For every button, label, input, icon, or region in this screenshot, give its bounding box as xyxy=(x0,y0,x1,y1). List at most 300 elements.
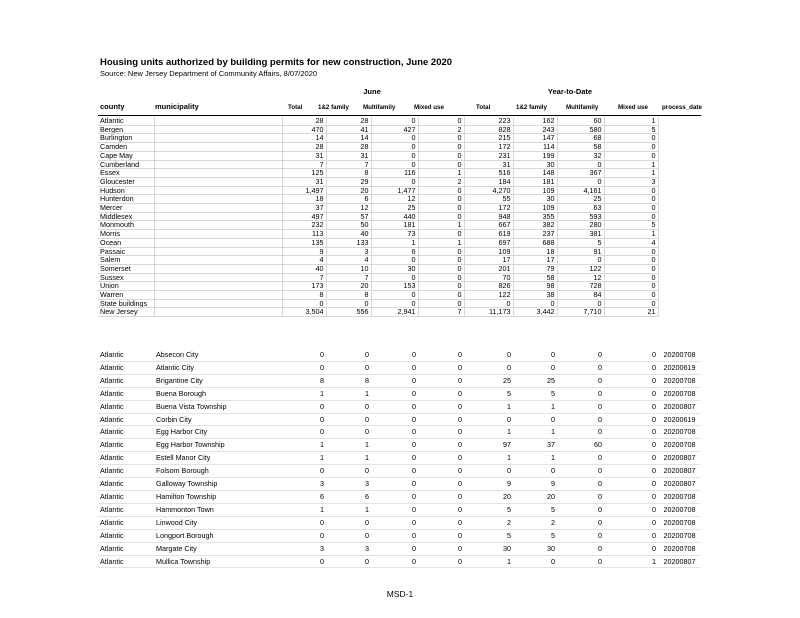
county-row xyxy=(98,212,658,221)
municipality-row xyxy=(98,349,701,361)
value-cell: 6 xyxy=(282,490,326,503)
value-cell: 0 xyxy=(418,282,464,291)
county-summary-table xyxy=(98,117,659,317)
county-row xyxy=(98,230,658,239)
value-cell: 0 xyxy=(371,291,418,300)
value-cell: 0 xyxy=(604,465,658,478)
value-cell: 0 xyxy=(513,465,557,478)
value-cell: 0 xyxy=(604,490,658,503)
value-cell: 60 xyxy=(557,117,604,125)
value-cell: 0 xyxy=(326,361,371,374)
municipality-cell xyxy=(154,221,282,230)
value-cell: 1 xyxy=(418,238,464,247)
value-cell: 1 xyxy=(282,387,326,400)
municipality-cell: Estell Manor City xyxy=(154,452,282,465)
value-cell: 0 xyxy=(282,465,326,478)
value-cell: 0 xyxy=(418,413,464,426)
value-cell: 25 xyxy=(371,204,418,213)
value-cell: 8 xyxy=(282,291,326,300)
county-cell: Morris xyxy=(98,230,154,239)
value-cell: 20 xyxy=(513,490,557,503)
value-cell: 28 xyxy=(282,117,326,125)
value-cell: 0 xyxy=(282,529,326,542)
value-cell: 2,941 xyxy=(371,308,418,317)
municipality-cell xyxy=(154,273,282,282)
value-cell: 199 xyxy=(513,151,557,160)
municipality-cell xyxy=(154,177,282,186)
value-cell: 0 xyxy=(604,361,658,374)
value-cell: 0 xyxy=(513,555,557,568)
value-cell: 3 xyxy=(282,542,326,555)
value-cell: 181 xyxy=(371,221,418,230)
value-cell: 68 xyxy=(557,134,604,143)
value-cell: 0 xyxy=(464,349,513,361)
value-cell: 21 xyxy=(604,308,658,317)
value-cell: 1,497 xyxy=(282,186,326,195)
value-cell: 114 xyxy=(513,143,557,152)
value-cell: 5 xyxy=(513,503,557,516)
county-row xyxy=(98,308,658,317)
value-cell: 0 xyxy=(604,387,658,400)
value-cell: 0 xyxy=(604,542,658,555)
value-cell: 5 xyxy=(464,387,513,400)
value-cell: 0 xyxy=(557,256,604,265)
value-cell: 1 xyxy=(513,452,557,465)
value-cell: 1 xyxy=(604,169,658,178)
municipality-cell xyxy=(154,151,282,160)
county-row xyxy=(98,186,658,195)
value-cell: 427 xyxy=(371,125,418,134)
county-cell: Atlantic xyxy=(98,400,154,413)
value-cell: 0 xyxy=(557,490,604,503)
value-cell: 3 xyxy=(282,478,326,491)
municipality-cell: Hammonton Town xyxy=(154,503,282,516)
value-cell: 7 xyxy=(282,273,326,282)
value-cell: 0 xyxy=(418,143,464,152)
municipality-cell xyxy=(154,134,282,143)
value-cell: 0 xyxy=(326,299,371,308)
value-cell: 0 xyxy=(464,413,513,426)
value-cell: 7 xyxy=(418,308,464,317)
municipality-cell: Egg Harbor City xyxy=(154,426,282,439)
process-date-cell: 20200619 xyxy=(658,361,701,374)
value-cell: 231 xyxy=(464,151,513,160)
county-row xyxy=(98,256,658,265)
value-cell: 55 xyxy=(464,195,513,204)
value-cell: 0 xyxy=(371,117,418,125)
value-cell: 8 xyxy=(326,374,371,387)
municipality-cell xyxy=(154,308,282,317)
value-cell: 3 xyxy=(326,542,371,555)
county-row xyxy=(98,195,658,204)
municipality-cell xyxy=(154,186,282,195)
county-cell: Union xyxy=(98,282,154,291)
value-cell: 0 xyxy=(418,426,464,439)
value-cell: 1 xyxy=(282,503,326,516)
value-cell: 0 xyxy=(604,516,658,529)
value-cell: 0 xyxy=(604,529,658,542)
municipality-cell: Galloway Township xyxy=(154,478,282,491)
value-cell: 470 xyxy=(282,125,326,134)
value-cell: 497 xyxy=(282,212,326,221)
value-cell: 0 xyxy=(326,516,371,529)
value-cell: 0 xyxy=(371,349,418,361)
value-cell: 181 xyxy=(513,177,557,186)
value-cell: 28 xyxy=(282,143,326,152)
value-cell: 0 xyxy=(326,529,371,542)
col-header-multifamily: Multifamily xyxy=(363,104,396,111)
value-cell: 0 xyxy=(418,204,464,213)
value-cell: 6 xyxy=(326,195,371,204)
county-row xyxy=(98,247,658,256)
county-cell: Hudson xyxy=(98,186,154,195)
county-row xyxy=(98,238,658,247)
value-cell: 0 xyxy=(326,426,371,439)
municipality-cell: Egg Harbor Township xyxy=(154,439,282,452)
county-cell: Hunterdon xyxy=(98,195,154,204)
value-cell: 0 xyxy=(557,555,604,568)
value-cell: 0 xyxy=(557,503,604,516)
value-cell: 0 xyxy=(371,177,418,186)
value-cell: 0 xyxy=(604,151,658,160)
value-cell: 17 xyxy=(464,256,513,265)
value-cell: 4,161 xyxy=(557,186,604,195)
value-cell: 948 xyxy=(464,212,513,221)
value-cell: 0 xyxy=(418,273,464,282)
municipality-cell xyxy=(154,117,282,125)
value-cell: 30 xyxy=(513,542,557,555)
value-cell: 0 xyxy=(418,299,464,308)
value-cell: 0 xyxy=(418,478,464,491)
value-cell: 8 xyxy=(282,374,326,387)
value-cell: 0 xyxy=(371,490,418,503)
value-cell: 0 xyxy=(557,465,604,478)
value-cell: 3 xyxy=(326,478,371,491)
municipality-cell: Margate City xyxy=(154,542,282,555)
value-cell: 4 xyxy=(604,238,658,247)
process-date-cell: 20200807 xyxy=(658,400,701,413)
value-cell: 1 xyxy=(282,452,326,465)
municipality-row xyxy=(98,426,701,439)
value-cell: 172 xyxy=(464,204,513,213)
value-cell: 0 xyxy=(418,542,464,555)
value-cell: 3 xyxy=(326,247,371,256)
value-cell: 18 xyxy=(282,195,326,204)
col-header-1-2-family: 1&2 family xyxy=(318,104,349,111)
value-cell: 1 xyxy=(604,160,658,169)
process-date-cell: 20200708 xyxy=(658,387,701,400)
value-cell: 0 xyxy=(557,374,604,387)
value-cell: 0 xyxy=(418,400,464,413)
value-cell: 58 xyxy=(513,273,557,282)
value-cell: 0 xyxy=(326,555,371,568)
value-cell: 6 xyxy=(326,490,371,503)
value-cell: 0 xyxy=(604,247,658,256)
value-cell: 0 xyxy=(371,143,418,152)
value-cell: 1 xyxy=(282,439,326,452)
county-cell: Monmouth xyxy=(98,221,154,230)
county-cell: Atlantic xyxy=(98,387,154,400)
process-date-cell: 20200708 xyxy=(658,426,701,439)
value-cell: 355 xyxy=(513,212,557,221)
municipality-cell xyxy=(154,230,282,239)
county-cell: Atlantic xyxy=(98,349,154,361)
value-cell: 4,270 xyxy=(464,186,513,195)
value-cell: 7 xyxy=(326,273,371,282)
value-cell: 619 xyxy=(464,230,513,239)
value-cell: 0 xyxy=(371,452,418,465)
process-date-cell: 20200708 xyxy=(658,349,701,361)
value-cell: 116 xyxy=(371,169,418,178)
process-date-cell: 20200807 xyxy=(658,452,701,465)
municipality-cell: Atlantic City xyxy=(154,361,282,374)
value-cell: 91 xyxy=(557,247,604,256)
value-cell: 0 xyxy=(418,516,464,529)
value-cell: 0 xyxy=(418,361,464,374)
value-cell: 1,477 xyxy=(371,186,418,195)
value-cell: 0 xyxy=(418,256,464,265)
municipality-cell xyxy=(154,264,282,273)
county-cell: New Jersey xyxy=(98,308,154,317)
value-cell: 0 xyxy=(371,400,418,413)
county-row xyxy=(98,151,658,160)
county-cell: Atlantic xyxy=(98,529,154,542)
value-cell: 0 xyxy=(557,529,604,542)
value-cell: 0 xyxy=(604,349,658,361)
value-cell: 0 xyxy=(557,387,604,400)
value-cell: 0 xyxy=(604,195,658,204)
value-cell: 8 xyxy=(326,169,371,178)
value-cell: 1 xyxy=(604,555,658,568)
value-cell: 367 xyxy=(557,169,604,178)
value-cell: 0 xyxy=(557,400,604,413)
value-cell: 17 xyxy=(513,256,557,265)
county-row xyxy=(98,273,658,282)
value-cell: 25 xyxy=(513,374,557,387)
value-cell: 12 xyxy=(557,273,604,282)
value-cell: 0 xyxy=(513,299,557,308)
municipality-cell xyxy=(154,256,282,265)
county-cell: Essex xyxy=(98,169,154,178)
value-cell: 0 xyxy=(371,374,418,387)
value-cell: 0 xyxy=(371,503,418,516)
value-cell: 5 xyxy=(513,529,557,542)
value-cell: 2 xyxy=(464,516,513,529)
county-row xyxy=(98,125,658,134)
value-cell: 50 xyxy=(326,221,371,230)
county-cell: Atlantic xyxy=(98,452,154,465)
value-cell: 0 xyxy=(326,400,371,413)
process-date-cell: 20200807 xyxy=(658,478,701,491)
county-row xyxy=(98,160,658,169)
municipality-cell xyxy=(154,299,282,308)
value-cell: 0 xyxy=(326,349,371,361)
value-cell: 147 xyxy=(513,134,557,143)
county-cell: Atlantic xyxy=(98,374,154,387)
value-cell: 5 xyxy=(464,503,513,516)
value-cell: 0 xyxy=(282,555,326,568)
value-cell: 0 xyxy=(604,134,658,143)
county-cell: State buildings xyxy=(98,299,154,308)
value-cell: 40 xyxy=(282,264,326,273)
value-cell: 0 xyxy=(557,160,604,169)
county-row xyxy=(98,291,658,300)
municipality-cell: Longport Borough xyxy=(154,529,282,542)
value-cell: 0 xyxy=(513,361,557,374)
value-cell: 667 xyxy=(464,221,513,230)
value-cell: 1 xyxy=(513,426,557,439)
county-cell: Salem xyxy=(98,256,154,265)
municipality-row xyxy=(98,374,701,387)
value-cell: 135 xyxy=(282,238,326,247)
county-cell: Atlantic xyxy=(98,361,154,374)
value-cell: 826 xyxy=(464,282,513,291)
value-cell: 32 xyxy=(557,151,604,160)
value-cell: 0 xyxy=(418,117,464,125)
value-cell: 0 xyxy=(604,282,658,291)
municipality-row xyxy=(98,400,701,413)
county-cell: Atlantic xyxy=(98,117,154,125)
value-cell: 0 xyxy=(604,439,658,452)
value-cell: 0 xyxy=(604,374,658,387)
municipality-cell xyxy=(154,169,282,178)
value-cell: 728 xyxy=(557,282,604,291)
value-cell: 2 xyxy=(418,125,464,134)
value-cell: 0 xyxy=(557,426,604,439)
value-cell: 109 xyxy=(513,204,557,213)
county-cell: Bergen xyxy=(98,125,154,134)
value-cell: 0 xyxy=(418,134,464,143)
municipality-cell xyxy=(154,238,282,247)
report-title: Housing units authorized by building permits for new construction, June 2020 xyxy=(100,57,453,68)
value-cell: 0 xyxy=(282,400,326,413)
value-cell: 0 xyxy=(513,349,557,361)
municipality-row xyxy=(98,478,701,491)
value-cell: 0 xyxy=(557,299,604,308)
value-cell: 0 xyxy=(557,478,604,491)
value-cell: 31 xyxy=(282,177,326,186)
value-cell: 0 xyxy=(371,273,418,282)
col-header-process-date: process_date xyxy=(662,104,702,111)
value-cell: 125 xyxy=(282,169,326,178)
group-header-ytd: Year-to-Date xyxy=(547,87,593,96)
value-cell: 31 xyxy=(282,151,326,160)
value-cell: 0 xyxy=(371,465,418,478)
value-cell: 0 xyxy=(371,361,418,374)
value-cell: 0 xyxy=(418,195,464,204)
value-cell: 0 xyxy=(604,264,658,273)
value-cell: 0 xyxy=(418,186,464,195)
value-cell: 0 xyxy=(464,361,513,374)
value-cell: 0 xyxy=(418,387,464,400)
value-cell: 162 xyxy=(513,117,557,125)
value-cell: 243 xyxy=(513,125,557,134)
value-cell: 5 xyxy=(604,221,658,230)
municipality-row xyxy=(98,452,701,465)
municipality-row xyxy=(98,413,701,426)
county-cell: Somerset xyxy=(98,264,154,273)
county-cell: Gloucester xyxy=(98,177,154,186)
value-cell: 0 xyxy=(371,413,418,426)
value-cell: 79 xyxy=(513,264,557,273)
municipality-cell: Folsom Borough xyxy=(154,465,282,478)
value-cell: 0 xyxy=(418,151,464,160)
county-cell: Atlantic xyxy=(98,490,154,503)
value-cell: 0 xyxy=(371,542,418,555)
value-cell: 0 xyxy=(371,134,418,143)
value-cell: 0 xyxy=(604,452,658,465)
county-cell: Camden xyxy=(98,143,154,152)
col-header-multifamily-ytd: Multifamily xyxy=(566,104,599,111)
municipality-cell: Absecon City xyxy=(154,349,282,361)
process-date-cell: 20200708 xyxy=(658,516,701,529)
value-cell: 0 xyxy=(604,400,658,413)
value-cell: 3 xyxy=(604,177,658,186)
value-cell: 0 xyxy=(604,503,658,516)
value-cell: 20 xyxy=(326,282,371,291)
value-cell: 31 xyxy=(326,151,371,160)
value-cell: 0 xyxy=(418,291,464,300)
value-cell: 30 xyxy=(464,542,513,555)
county-cell: Atlantic xyxy=(98,516,154,529)
value-cell: 1 xyxy=(418,169,464,178)
county-cell: Cape May xyxy=(98,151,154,160)
value-cell: 3,504 xyxy=(282,308,326,317)
process-date-cell: 20200708 xyxy=(658,374,701,387)
municipality-row xyxy=(98,387,701,400)
municipality-cell xyxy=(154,160,282,169)
process-date-cell: 20200619 xyxy=(658,413,701,426)
value-cell: 25 xyxy=(464,374,513,387)
value-cell: 0 xyxy=(604,299,658,308)
value-cell: 0 xyxy=(557,516,604,529)
municipality-cell xyxy=(154,204,282,213)
value-cell: 148 xyxy=(513,169,557,178)
municipality-cell: Mullica Township xyxy=(154,555,282,568)
value-cell: 97 xyxy=(464,439,513,452)
value-cell: 0 xyxy=(371,555,418,568)
value-cell: 0 xyxy=(604,291,658,300)
value-cell: 1 xyxy=(604,230,658,239)
county-cell: Atlantic xyxy=(98,542,154,555)
value-cell: 70 xyxy=(464,273,513,282)
value-cell: 5 xyxy=(464,529,513,542)
value-cell: 0 xyxy=(557,542,604,555)
value-cell: 0 xyxy=(282,361,326,374)
col-header-mixed-use: Mixed use xyxy=(414,104,444,111)
value-cell: 0 xyxy=(371,478,418,491)
municipality-cell: Buena Borough xyxy=(154,387,282,400)
value-cell: 0 xyxy=(464,465,513,478)
value-cell: 5 xyxy=(604,125,658,134)
value-cell: 6 xyxy=(371,247,418,256)
county-cell: Passaic xyxy=(98,247,154,256)
value-cell: 0 xyxy=(418,349,464,361)
value-cell: 1 xyxy=(464,555,513,568)
value-cell: 7 xyxy=(326,160,371,169)
county-row xyxy=(98,204,658,213)
value-cell: 201 xyxy=(464,264,513,273)
value-cell: 122 xyxy=(464,291,513,300)
value-cell: 0 xyxy=(604,256,658,265)
value-cell: 4 xyxy=(282,256,326,265)
value-cell: 0 xyxy=(371,426,418,439)
municipality-row xyxy=(98,503,701,516)
county-row xyxy=(98,169,658,178)
municipality-row xyxy=(98,542,701,555)
value-cell: 0 xyxy=(418,529,464,542)
value-cell: 0 xyxy=(418,230,464,239)
